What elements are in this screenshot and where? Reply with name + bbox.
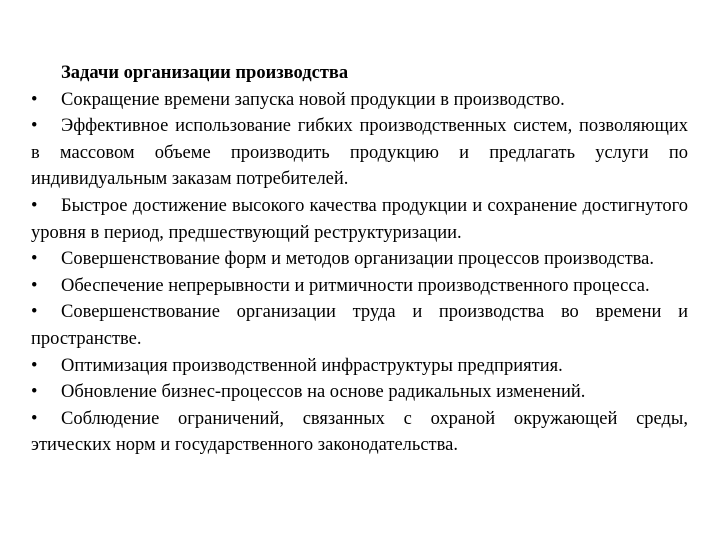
list-item-text: Оптимизация производственной инфраструктуры предприятия.: [61, 355, 563, 376]
list-item: [31, 113, 688, 193]
task-list: [31, 87, 688, 459]
bullet-icon: •: [31, 195, 38, 216]
list-item: [31, 379, 688, 406]
list-item-text: Сокращение времени запуска новой продукции в производство.: [61, 89, 565, 110]
list-item-text: Обеспечение непрерывности и ритмичности производственного процесса.: [61, 275, 650, 296]
list-item-text: Соблюдение ограничений, связанных с охраной окружающей среды, этических норм и государственного законодательства.: [31, 408, 688, 456]
bullet-icon: •: [31, 116, 38, 137]
list-item-text: Эффективное использование гибких производственных систем, позволяющих в массовом объеме производить продукцию и предлагать услуги по индивидуальным заказам потребителей.: [31, 116, 688, 190]
bullet-icon: •: [31, 89, 38, 110]
bullet-icon: •: [31, 408, 38, 429]
list-item: [31, 406, 688, 459]
bullet-icon: •: [31, 275, 38, 296]
list-item: [31, 87, 688, 114]
list-item: [31, 353, 688, 380]
bullet-icon: •: [31, 302, 38, 323]
list-item: [31, 299, 688, 352]
list-item: [31, 273, 688, 300]
bullet-icon: •: [31, 249, 38, 270]
list-item-text: Обновление бизнес-процессов на основе радикальных изменений.: [61, 382, 586, 403]
bullet-icon: •: [31, 382, 38, 403]
list-item: [31, 193, 688, 246]
slide-content: [31, 60, 688, 459]
slide-title: Задачи организации производства: [61, 63, 349, 83]
list-item-text: Совершенствование организации труда и производства во времени и пространстве.: [31, 302, 688, 349]
list-item: [31, 246, 688, 273]
bullet-icon: •: [31, 355, 38, 376]
list-item-text: Совершенствование форм и методов организации процессов производства.: [61, 249, 655, 270]
list-item-text: Быстрое достижение высокого качества продукции и сохранение достигнутого уровня в период, предшествующий реструктуризации.: [31, 195, 688, 243]
